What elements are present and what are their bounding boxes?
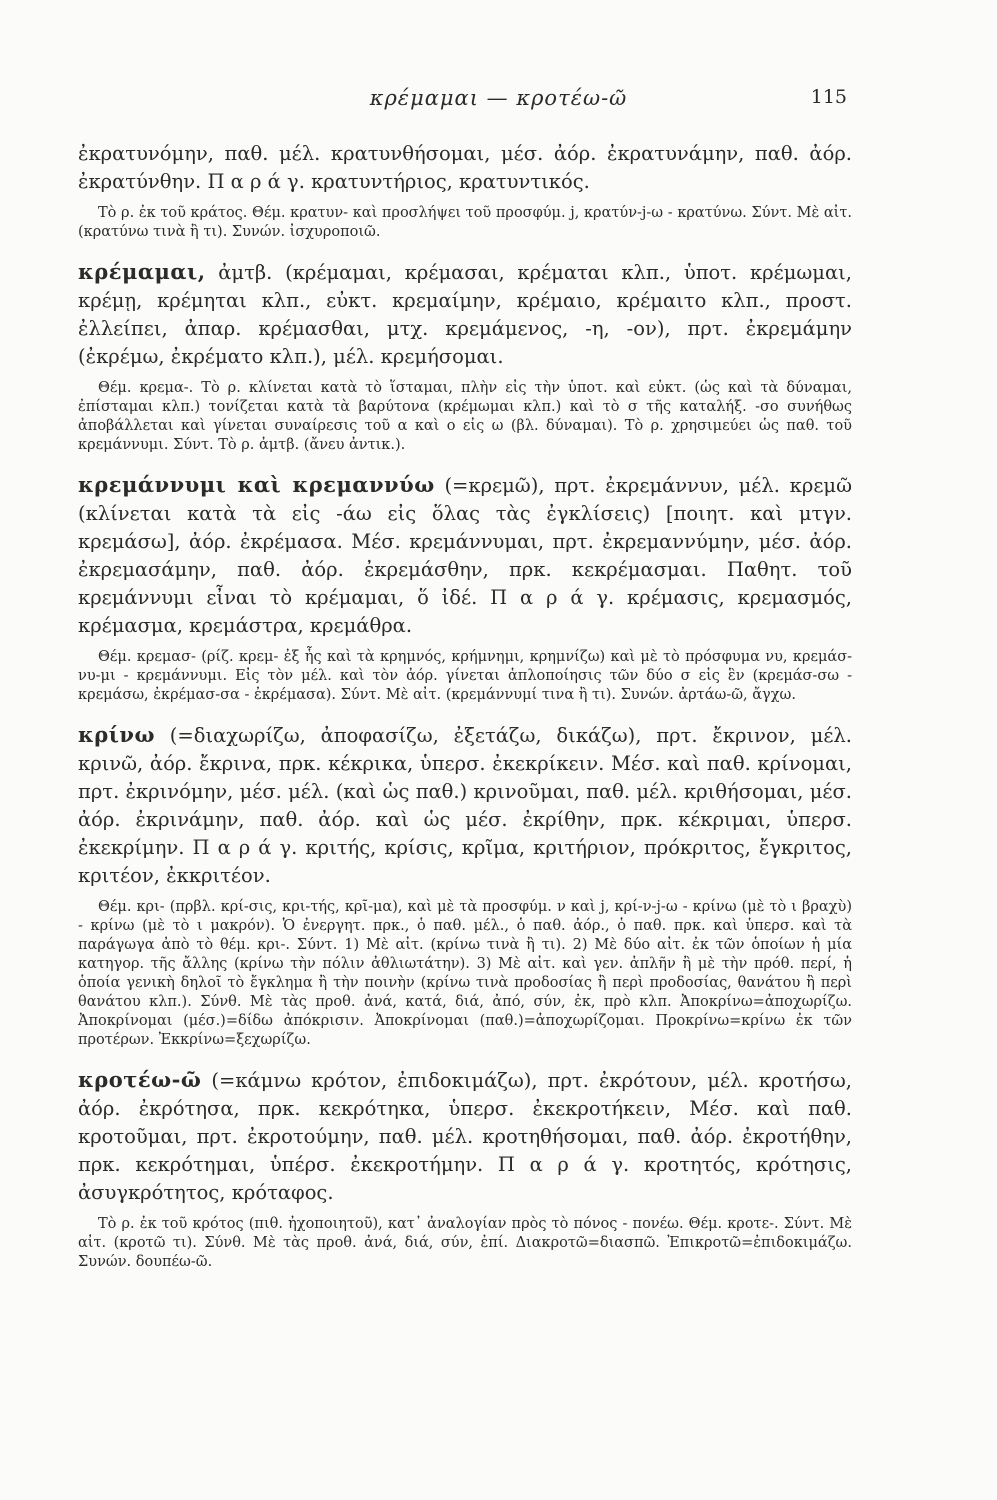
entry-body — [78, 140, 852, 196]
entry-continuation — [78, 140, 852, 242]
page-header — [0, 86, 997, 116]
running-title: κρέμαμαι — κροτέω-ῶ — [369, 86, 628, 110]
entry-body-text: ἀμτβ. (κρέμαμαι, κρέμασαι, κρέμαται κλπ., ὑποτ. κρέμωμαι, κρέμῃ, κρέμηται κλπ., εὐκτ. κρεμαίμην, κρέμαιο, κρέμαιτο κλπ., προστ. ἐλλείπει, ἀπαρ. κρέμασθαι, μτχ. κρεμάμενος, -η, -ον), πρτ. ἐκρεμάμην (ἐκρέμω, ἐκρέματο κλπ.), μέλ. κρεμήσομαι. — [78, 261, 852, 368]
page-number: 115 — [810, 86, 847, 108]
entry-body — [78, 258, 852, 371]
entry-kroteo — [78, 1066, 852, 1272]
entry-body — [78, 1066, 852, 1207]
entry-notes: Θέμ. κρεμασ- (ρίζ. κρεμ- ἐξ ἧς καὶ τὰ κρημνός, κρήμνημι, κρημνίζω) καὶ μὲ τὸ πρόσφυμα νυ, κρεμάσ-νυ-μι - κρεμάννυμι. Εἰς τὸν μέλ. καὶ τὸν ἀόρ. γίνεται ἁπλοποίησις τῶν δύο σ εἰς ἓν (κρεμάσ-σω - κρεμάσω, ἐκρέμασ-σα - ἐκρέμασα). Σύντ. Μὲ αἰτ. (κρεμάννυμί τινα ἢ τι). Συνών. ἀρτάω-ῶ, ἄγχω. — [78, 649, 852, 703]
entry-kremannymi — [78, 471, 852, 705]
entry-body-text: ἐκρατυνόμην, παθ. μέλ. κρατυνθήσομαι, μέσ. ἀόρ. ἐκρατυνάμην, παθ. ἀόρ. ἐκρατύνθην. Π α ρ ά γ. κρατυντήριος, κρατυντικός. — [78, 142, 852, 193]
entry-notes: Τὸ ρ. ἐκ τοῦ κρότος (πιθ. ἠχοποιητοῦ), κατ᾽ ἀναλογίαν πρὸς τὸ πόνος - πονέω. Θέμ. κροτε-. Σύντ. Μὲ αἰτ. (κροτῶ τι). Σύνθ. Μὲ τὰς προθ. ἀνά, διά, σύν, ἐπί. Διακροτῶ=διασπῶ. Ἐπικροτῶ=ἐπιδοκιμάζω. Συνών. δουπέω-ῶ. — [78, 1216, 852, 1270]
entry-body-text: (=κάμνω κρότον, ἐπιδοκιμάζω), πρτ. ἐκρότουν, μέλ. κροτήσω, ἀόρ. ἐκρότησα, πρκ. κεκρότηκα, ὑπερσ. ἐκεκροτήκειν, Μέσ. καὶ παθ. κροτοῦμαι, πρτ. ἐκροτούμην, παθ. μέλ. κροτηθήσομαι, παθ. ἀόρ. ἐκροτήθην, πρκ. κεκρότημαι, ὑπέρσ. ἐκεκροτήμην. Π α ρ ά γ. κροτητός, κρότησις, ἀσυγκρότητος, κρόταφος. — [78, 1069, 852, 1204]
entry-body — [78, 721, 852, 890]
entry-notes: Θέμ. κρεμα-. Τὸ ρ. κλίνεται κατὰ τὸ ἵσταμαι, πλὴν εἰς τὴν ὑποτ. καὶ εὐκτ. (ὡς καὶ τὰ δύναμαι, ἐπίσταμαι κλπ.) τονίζεται κατὰ τὰ βαρύτονα (κρέμωμαι κλπ.) καὶ τὸ σ τῆς καταλήξ. -σο συνήθως ἀποβάλλεται καὶ γίνεται συναίρεσις τοῦ α καὶ ο εἰς ω (βλ. δύναμαι). Τὸ ρ. χρησιμεύει ὡς παθ. τοῦ κρεμάννυμι. Σύντ. Τὸ ρ. ἀμτβ. (ἄνευ ἀντικ.). — [78, 380, 852, 453]
entry-body-text: (=διαχωρίζω, ἀποφασίζω, ἐξετάζω, δικάζω), πρτ. ἔκρινον, μέλ. κρινῶ, ἀόρ. ἔκρινα, πρκ. κέκρικα, ὑπερσ. ἐκεκρίκειν. Μέσ. καὶ παθ. κρίνομαι, πρτ. ἐκρινόμην, μέσ. μέλ. (καὶ ὡς παθ.) κρινοῦμαι, παθ. μέλ. κριθήσομαι, μέσ. ἀόρ. ἐκρινάμην, παθ. ἀόρ. καὶ ὡς μέσ. ἐκρίθην, πρκ. κέκριμαι, ὑπερσ. ἐκεκρίμην. Π α ρ ά γ. κριτής, κρίσις, κρῖμα, κριτήριον, πρόκριτος, ἔγκριτος, κριτέον, ἐκκριτέον. — [78, 724, 852, 887]
lemma: κρίνω — [78, 722, 155, 747]
lemma: κροτέω-ῶ — [78, 1067, 202, 1092]
lemma: κρέμαμαι, — [78, 259, 206, 284]
entry-kremamai — [78, 258, 852, 455]
entry-krino — [78, 721, 852, 1050]
entry-body-text: (=κρεμῶ), πρτ. ἐκρεμάννυν, μέλ. κρεμῶ (κλίνεται κατὰ τὰ εἰς -άω εἰς ὅλας τὰς ἐγκλίσεις) [ποιητ. καὶ μτγν. κρεμάσω], ἀόρ. ἐκρέμασα. Μέσ. κρεμάννυμαι, πρτ. ἐκρεμαννύμην, μέσ. ἀόρ. ἐκρεμασάμην, παθ. ἀόρ. ἐκρεμάσθην, πρκ. κεκρέμασμαι. Παθητ. τοῦ κρεμάννυμι εἶναι τὸ κρέμαμαι, ὅ ἰδέ. Π α ρ ά γ. κρέμασις, κρεμασμός, κρέμασμα, κρεμάστρα, κρεμάθρα. — [78, 474, 853, 637]
entry-notes: Θέμ. κρι- (πρβλ. κρί-σις, κρι-τής, κρῖ-μα), καὶ μὲ τὰ προσφύμ. ν καὶ j, κρί-ν-j-ω - κρίνω (μὲ τὸ ι βραχὺ) - κρίνω (μὲ τὸ ι μακρόν). Ὁ ἐνεργητ. πρκ., ὁ παθ. μέλ., ὁ παθ. ἀόρ., ὁ παθ. πρκ. καὶ ὑπερσ. καὶ τὰ παράγωγα ἀπὸ τὸ θέμ. κρι-. Σύντ. 1) Μὲ αἰτ. (κρίνω τινὰ ἢ τι). 2) Μὲ δύο αἰτ. ἐκ τῶν ὁποίων ἡ μία κατηγορ. τῆς ἄλλης (κρίνω τὴν πόλιν ἀθλιωτάτην). 3) Μὲ αἰτ. καὶ γεν. ἁπλῆν ἢ μὲ τὴν πρόθ. περί, ἡ ὁποία γενικὴ δηλοῖ τὸ ἔγκλημα ἢ τὴν ποινὴν (κρίνω τινὰ προδοσίας ἢ περὶ προδοσίας, θανάτου ἢ περὶ θανάτου κλπ.). Σύνθ. Μὲ τὰς προθ. ἀνά, κατά, διά, ἀπό, σύν, ἐκ, πρὸ κλπ. Ἀποκρίνω=ἀποχωρίζω. Ἀποκρίνομαι (μέσ.)=δίδω ἀπόκρισιν. Ἀποκρίνομαι (παθ.)=ἀποχωρίζομαι. Προκρίνω=κρίνω ἐκ τῶν προτέρων. Ἐκκρίνω=ξεχωρίζω. — [78, 899, 852, 1048]
entry-body — [78, 471, 852, 640]
lemma: κρεμάννυμι καὶ κρεμαννύω — [78, 472, 435, 497]
entries-column — [78, 140, 852, 1272]
entry-notes: Τὸ ρ. ἐκ τοῦ κράτος. Θέμ. κρατυν- καὶ προσλήψει τοῦ προσφύμ. j, κρατύν-j-ω - κρατύνω. Σύντ. Μὲ αἰτ. (κρατύνω τινὰ ἢ τι). Συνών. ἰσχυροποιῶ. — [78, 205, 852, 240]
